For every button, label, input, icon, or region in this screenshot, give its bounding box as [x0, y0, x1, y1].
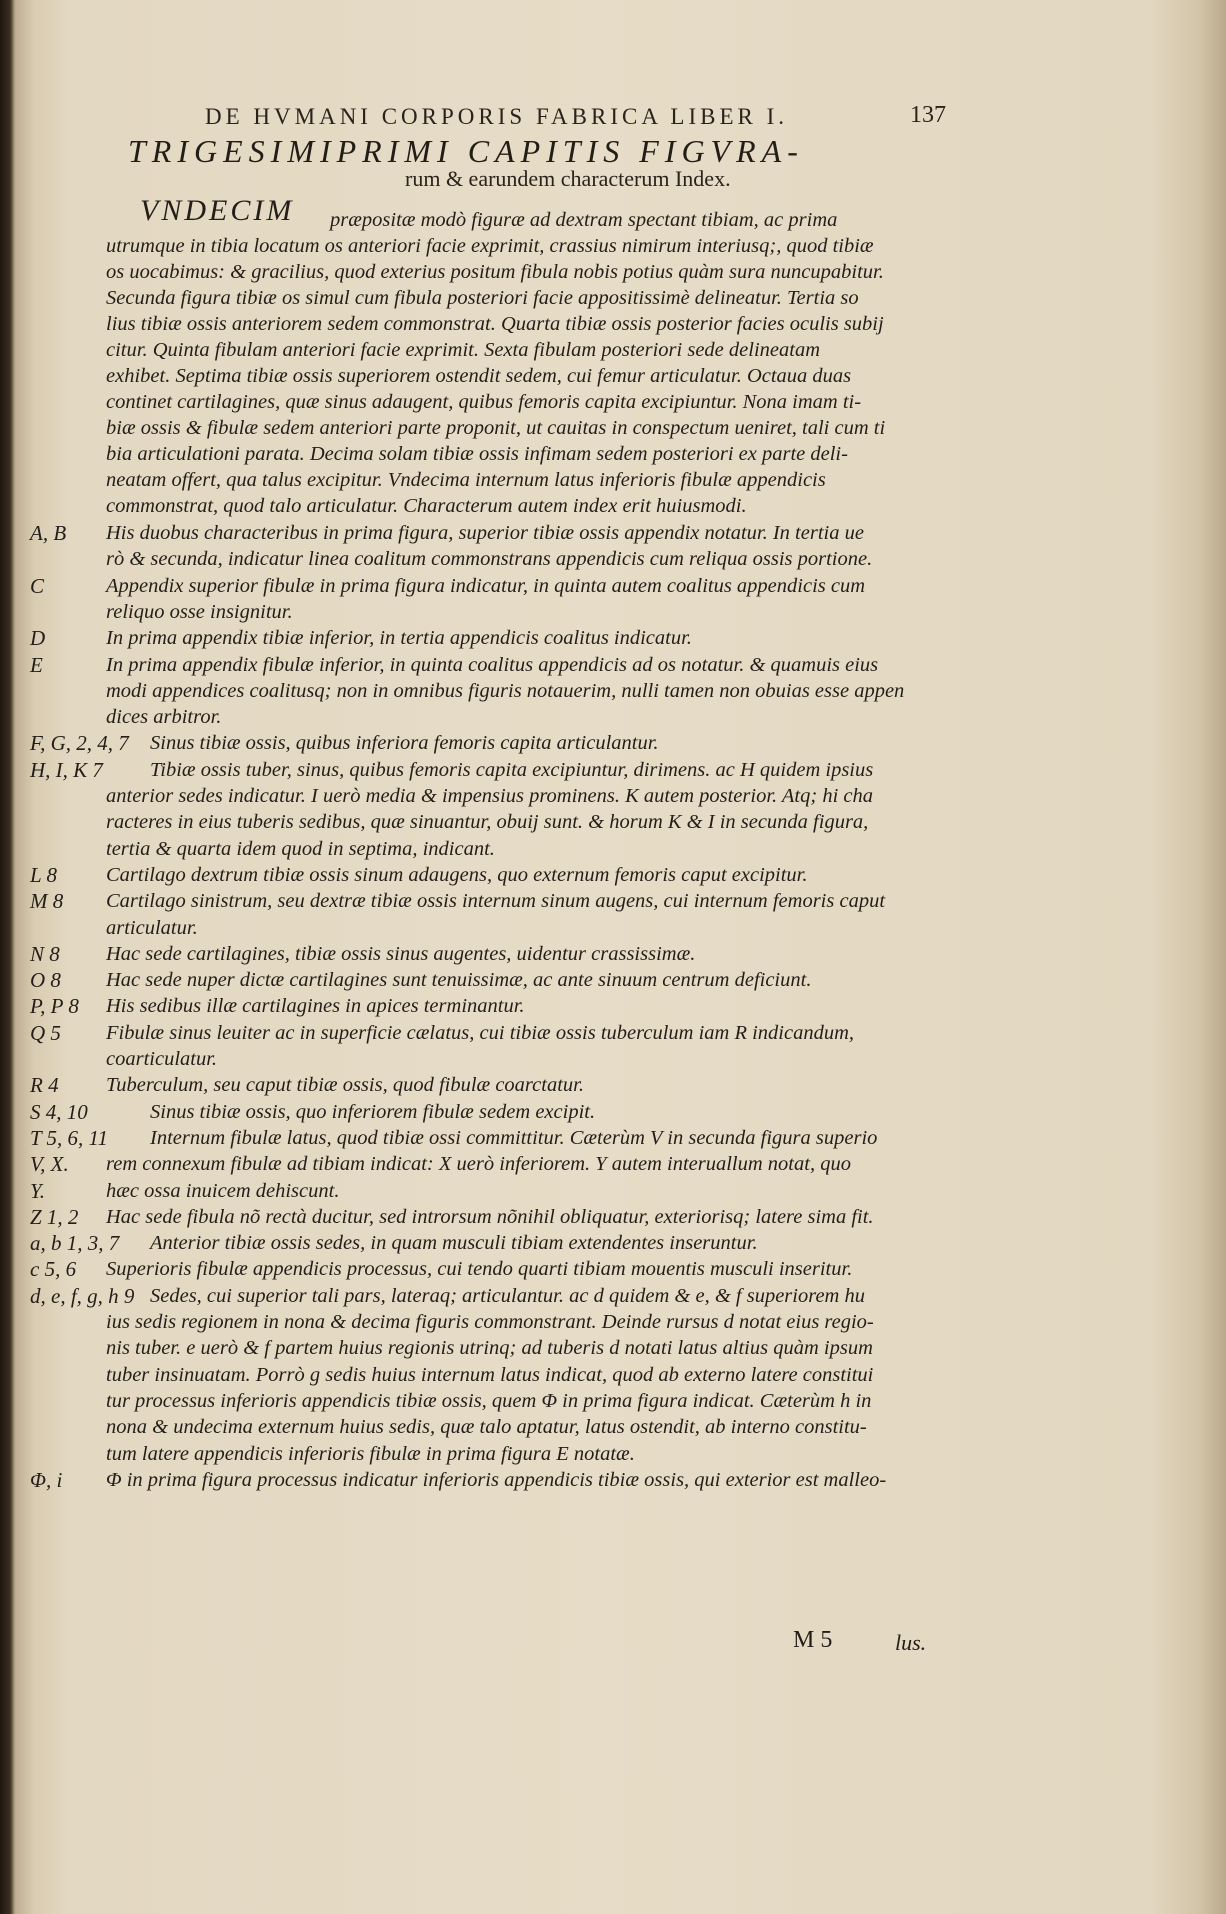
intro-line: biæ ossis & fibulæ sedem anteriori parte proponit, ut cauitas in conspectum ueniret, tali cum ti [106, 417, 886, 439]
index-entry-label: L 8 [30, 862, 58, 887]
intro-line: citur. Quinta fibulam anteriori facie exprimit. Sexta fibulam posteriori sede delineatam [106, 339, 820, 361]
index-entry-label: Y. [30, 1178, 46, 1203]
index-entry-label: d, e, f, g, h 9 [30, 1283, 135, 1308]
index-entry-text: racteres in eius tuberis sedibus, quæ sinuantur, obuij sunt. & horum K & I in secunda figura, [106, 811, 869, 834]
chapter-title: TRIGESIMIPRIMI CAPITIS FIGVRA- [128, 133, 804, 169]
index-entry-label: S 4, 10 [30, 1099, 88, 1124]
index-entry-label: M 8 [30, 889, 64, 914]
intro-line: præpositæ modò figuræ ad dextram spectant tibiam, ac prima [330, 209, 838, 231]
index-entry-text: Tibiæ ossis tuber, sinus, quibus femoris capita excipiuntur, dirimens. ac H quidem ipsius [150, 758, 874, 781]
index-entry-text: Fibulæ sinus leuiter ac in superficie cælatus, cui tibiæ ossis tuberculum iam R indicandum, [106, 1021, 855, 1044]
index-entry-text: In prima appendix tibiæ inferior, in tertia appendicis coalitus indicatur. [106, 627, 692, 650]
index-entry-text: Superioris fibulæ appendicis processus, cui tendo quarti tibiam mouentis musculi inseritur. [106, 1258, 853, 1281]
intro-lead-word: VNDECIM [140, 194, 295, 227]
index-entry-text: Φ in prima figura processus indicatur inferioris appendicis tibiæ ossis, qui exterior est malleo- [106, 1468, 887, 1491]
intro-line: lius tibiæ ossis anteriorem sedem commonstrat. Quarta tibiæ ossis posterior facies oculis subij [106, 313, 884, 335]
intro-line: utrumque in tibia locatum os anteriori facie exprimit, crassius nimirum interiusq;, quod tibiæ [106, 235, 874, 257]
index-entry-text: modi appendices coalitusq; non in omnibus figuris notauerim, nulli tamen non obuias esse appen [106, 679, 905, 702]
running-title: DE HVMANI CORPORIS FABRICA LIBER I. [205, 104, 789, 129]
page-number: 137 [910, 102, 946, 128]
index-entry-text: coarticulatur. [106, 1048, 218, 1070]
intro-line: bia articulationi parata. Decima solam tibiæ ossis infimam sedem posteriori ex parte deli- [106, 443, 848, 465]
index-entry-label: A, B [30, 521, 67, 545]
index-entry-label: O 8 [30, 968, 61, 993]
index-entry-label: V, X. [30, 1152, 69, 1177]
index-entry-text: Hac sede cartilagines, tibiæ ossis sinus augentes, uidentur crassissimæ. [106, 942, 696, 965]
index-entry-label: Q 5 [30, 1020, 61, 1045]
index-entry-text: Appendix superior fibulæ in prima figura indicatur, in quinta autem coalitus appendicis cum [106, 574, 866, 597]
intro-line: exhibet. Septima tibiæ ossis superiorem ostendit sedem, cui femur articulatur. Octaua duas [106, 365, 852, 387]
index-entry-text: Sinus tibiæ ossis, quibus inferiora femoris capita articulantur. [150, 732, 659, 755]
index-entry-text: nis tuber. e uerò & f partem huius regionis utrinq; ad tuberis d notati latus altius quàm ipsum [106, 1337, 873, 1360]
intro-line: Secunda figura tibiæ os simul cum fibula posteriori facie appositissimè delineatur. Tertia so [106, 287, 859, 309]
index-entry-text: dices arbitror. [106, 706, 222, 729]
index-entry-label: H, I, K 7 [30, 757, 103, 782]
intro-line: continet cartilagines, quæ sinus adaugent, quibus femoris capita excipiuntur. Nona imam ti- [106, 391, 862, 413]
intro-line: neatam offert, qua talus excipitur. Vndecima internum latus inferioris fibulæ appendicis [106, 469, 826, 491]
catchword: lus. [895, 1630, 927, 1655]
index-entry-label: N 8 [30, 941, 60, 966]
index-entry-label: Φ, i [30, 1467, 63, 1492]
index-entry-text: nona & undecima externum huius sedis, quæ talo aptatur, latus ostendit, ab interno constitu- [106, 1416, 867, 1439]
intro-line: os uocabimus: & gracilius, quod exterius positum fibula nobis potius quàm sura nuncupabitur. [106, 261, 884, 283]
index-entry-label: C [30, 573, 45, 598]
chapter-subtitle: rum & earundem characterum Index. [405, 166, 731, 191]
index-entry-text: Cartilago sinistrum, seu dextræ tibiæ ossis internum sinum augens, cui internum femoris caput [106, 890, 886, 913]
index-entry-text: rem connexum fibulæ ad tibiam indicat: X uerò inferiorem. Y autem interuallum notat, quo [106, 1153, 851, 1176]
index-entry-text: Sedes, cui superior tali pars, lateraq; articulantur. ac d quidem & e, & f superiorem hu [150, 1284, 865, 1307]
index-entry-label: c 5, 6 [30, 1257, 77, 1282]
index-entry-text: tum latere appendicis inferioris fibulæ in prima figura E notatæ. [106, 1442, 635, 1465]
index-entry-text: In prima appendix fibulæ inferior, in quinta coalitus appendicis ad os notatur. & quamuis eius [106, 653, 879, 676]
index-entry-label: F, G, 2, 4, 7 [30, 731, 129, 756]
index-entry-label: Z 1, 2 [30, 1204, 79, 1229]
index-entry-text: articulatur. [106, 916, 198, 939]
index-entry-text: Tuberculum, seu caput tibiæ ossis, quod fibulæ coarctatur. [106, 1074, 584, 1097]
index-entry-text: reliquo osse insignitur. [106, 600, 293, 623]
index-entry-label: T 5, 6, 11 [30, 1125, 108, 1150]
index-entry-text: rò & secunda, indicatur linea coalitum commonstrans appendicis cum reliqua ossis portione. [106, 548, 873, 571]
index-entry-text: Anterior tibiæ ossis sedes, in quam musculi tibiam extendentes inseruntur. [150, 1232, 758, 1255]
index-entry-text: His sedibus illæ cartilagines in apices terminantur. [106, 995, 525, 1018]
index-entry-label: E [30, 652, 43, 677]
signature-mark: M 5 [793, 1627, 833, 1653]
index-entry-text: anterior sedes indicatur. I uerò media & impensius prominens. K autem posterior. Atq; hi cha [106, 785, 873, 807]
index-entry-text: hæc ossa inuicem dehiscunt. [106, 1179, 340, 1202]
intro-line: commonstrat, quod talo articulatur. Characterum autem index erit huiusmodi. [106, 495, 747, 517]
index-entry-text: tertia & quarta idem quod in septima, indicant. [106, 837, 495, 860]
index-entry-label: a, b 1, 3, 7 [30, 1231, 120, 1256]
index-entry-text: Sinus tibiæ ossis, quo inferiorem fibulæ sedem excipit. [150, 1100, 596, 1123]
index-entry-text: Internum fibulæ latus, quod tibiæ ossi committitur. Cæterùm V in secunda figura superio [150, 1126, 878, 1149]
index-entry-text: tuber insinuatam. Porrò g sedis huius internum latus indicat, quod ab externo latere constitui [106, 1363, 874, 1386]
index-entry-text: tur processus inferioris appendicis tibiæ ossis, quem Φ in prima figura indicat. Cæterùm h in [106, 1389, 872, 1412]
index-entry-label: D [30, 626, 46, 651]
index-entry-text: Hac sede fibula nõ rectà ducitur, sed introrsum nõnihil obliquatur, exteriorisq; latere sima fit. [106, 1205, 874, 1228]
index-entry-text: Cartilago dextrum tibiæ ossis sinum adaugens, quo externum femoris caput excipitur. [106, 863, 808, 886]
index-entry-label: R 4 [30, 1073, 59, 1098]
index-entry-text: Hac sede nuper dictæ cartilagines sunt tenuissimæ, ac ante sinuum centrum deficiunt. [106, 969, 812, 992]
index-entry-text: ius sedis regionem in nona & decima figuris commonstrant. Deinde rursus d notat eius regio- [106, 1311, 874, 1333]
index-entry-text: His duobus characteribus in prima figura, superior tibiæ ossis appendix notatur. In tertia ue [106, 522, 864, 544]
index-entry-label: P, P 8 [30, 994, 79, 1019]
